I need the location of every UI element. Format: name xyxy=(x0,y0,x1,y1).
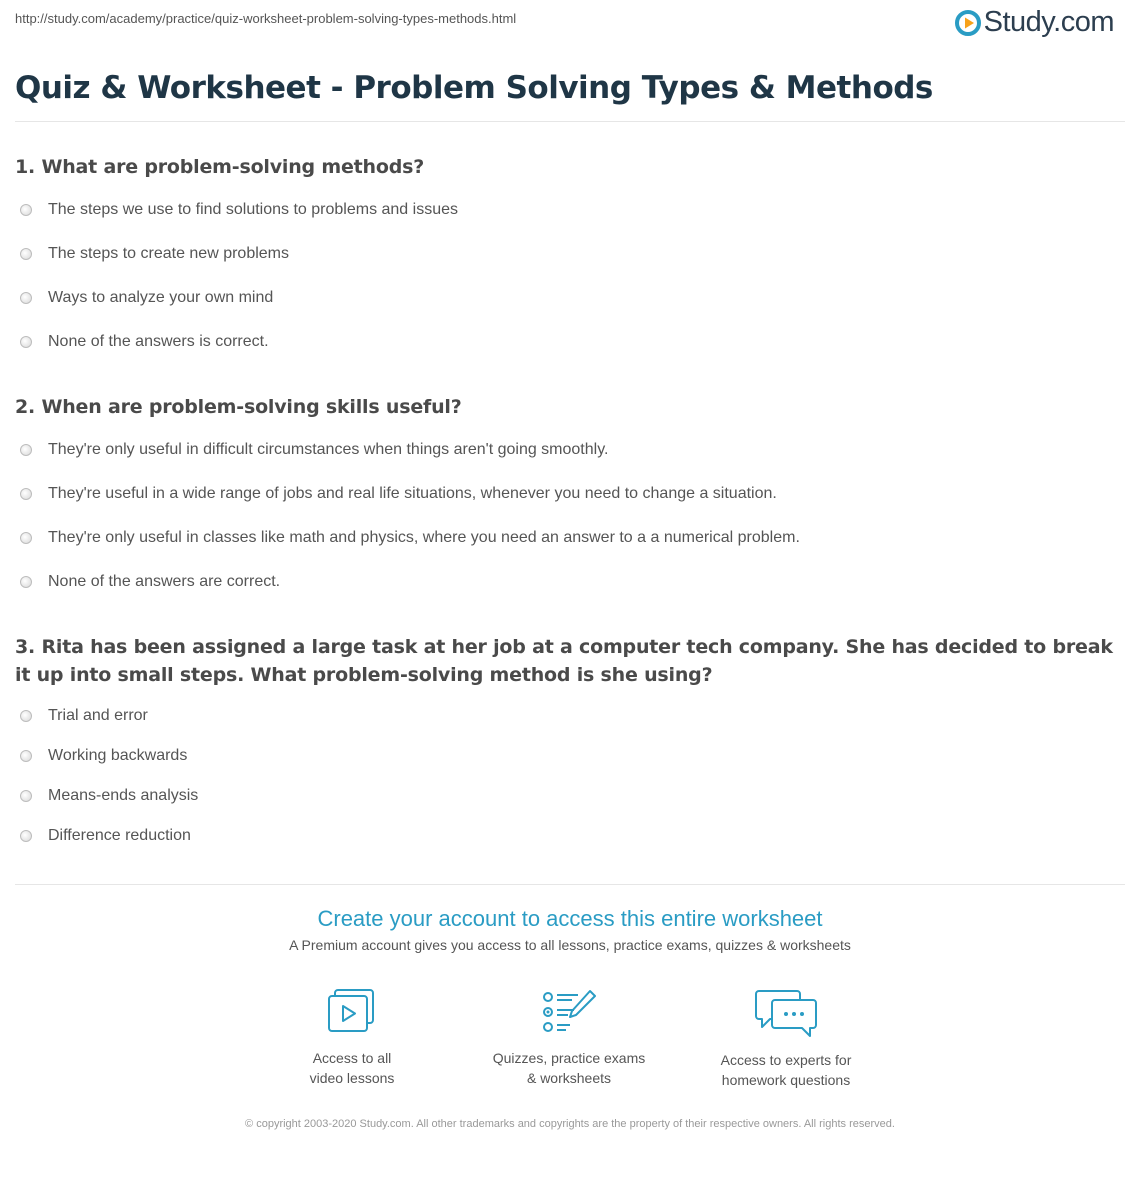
page-url: http://study.com/academy/practice/quiz-worksheet-problem-solving-types-methods.html xyxy=(15,11,517,26)
answer-option[interactable] xyxy=(20,528,800,548)
feature-label xyxy=(686,1050,886,1090)
radio-button[interactable] xyxy=(20,336,32,348)
answer-option[interactable] xyxy=(20,244,458,264)
feature-line: video lessons xyxy=(309,1070,395,1086)
feature-label xyxy=(469,1048,669,1088)
feature-line: homework questions xyxy=(721,1072,851,1088)
question-3: 3. Rita has been assigned a large task at her job at a computer tech company. She has decided to break it up into small steps. What problem-solving method is she using? xyxy=(15,636,1113,686)
answer-list-2 xyxy=(20,440,800,592)
radio-button[interactable] xyxy=(20,790,32,802)
divider xyxy=(15,121,1125,122)
radio-button[interactable] xyxy=(20,488,32,500)
answer-text: Working backwards xyxy=(48,747,188,764)
radio-button[interactable] xyxy=(20,204,32,216)
quiz-checklist-icon xyxy=(540,988,598,1036)
answer-text: The steps to create new problems xyxy=(48,245,290,262)
feature-label xyxy=(252,1048,452,1088)
answer-list-1 xyxy=(20,200,458,352)
chat-bubbles-icon xyxy=(754,988,818,1038)
feature-line: & worksheets xyxy=(526,1070,612,1086)
question-1: 1. What are problem-solving methods? xyxy=(15,156,425,178)
cta-subheading: A Premium account gives you access to all lessons, practice exams, quizzes & worksheets xyxy=(289,937,851,953)
answer-option[interactable] xyxy=(20,440,800,460)
feature-video-lessons xyxy=(252,988,452,1088)
footer-copyright: © copyright 2003-2020 Study.com. All other trademarks and copyrights are the property of their respective owners. All rights reserved. xyxy=(245,1118,895,1130)
cta-heading[interactable]: Create your account to access this entire worksheet xyxy=(317,906,823,931)
page-title: Quiz & Worksheet - Problem Solving Types & Methods xyxy=(15,70,933,106)
logo-text: Study.com xyxy=(983,6,1114,38)
answer-text: They're useful in a wide range of jobs and real life situations, whenever you need to change a situation. xyxy=(48,485,777,502)
answer-option[interactable] xyxy=(20,706,198,726)
answer-option[interactable] xyxy=(20,484,800,504)
radio-button[interactable] xyxy=(20,248,32,260)
feature-experts xyxy=(686,988,886,1090)
feature-quizzes xyxy=(469,988,669,1088)
answer-option[interactable] xyxy=(20,572,800,592)
radio-button[interactable] xyxy=(20,830,32,842)
answer-text: The steps we use to find solutions to problems and issues xyxy=(48,201,458,218)
radio-button[interactable] xyxy=(20,444,32,456)
question-2: 2. When are problem-solving skills useful? xyxy=(15,396,462,418)
video-lessons-icon xyxy=(326,988,378,1036)
answer-option[interactable] xyxy=(20,332,458,352)
feature-line: Access to experts for xyxy=(720,1052,852,1068)
radio-button[interactable] xyxy=(20,576,32,588)
answer-list-3 xyxy=(20,706,198,846)
answer-text: Difference reduction xyxy=(48,827,191,844)
divider xyxy=(15,884,1125,885)
radio-button[interactable] xyxy=(20,710,32,722)
answer-option[interactable] xyxy=(20,288,458,308)
feature-line: Quizzes, practice exams xyxy=(492,1050,646,1066)
answer-text: Means-ends analysis xyxy=(48,787,199,804)
radio-button[interactable] xyxy=(20,532,32,544)
answer-text: Ways to analyze your own mind xyxy=(48,289,274,306)
feature-line: Access to all xyxy=(312,1050,392,1066)
radio-button[interactable] xyxy=(20,292,32,304)
answer-text: None of the answers is correct. xyxy=(48,333,269,350)
answer-text: They're only useful in difficult circumstances when things aren't going smoothly. xyxy=(48,441,609,458)
answer-text: None of the answers are correct. xyxy=(48,573,281,590)
answer-option[interactable] xyxy=(20,746,198,766)
answer-option[interactable] xyxy=(20,826,198,846)
answer-text: Trial and error xyxy=(48,707,148,724)
answer-option[interactable] xyxy=(20,200,458,220)
answer-option[interactable] xyxy=(20,786,198,806)
study-logo[interactable] xyxy=(955,6,1114,39)
play-logo-icon xyxy=(955,10,981,36)
answer-text: They're only useful in classes like math and physics, where you need an answer to a a numerical problem. xyxy=(48,529,800,546)
radio-button[interactable] xyxy=(20,750,32,762)
